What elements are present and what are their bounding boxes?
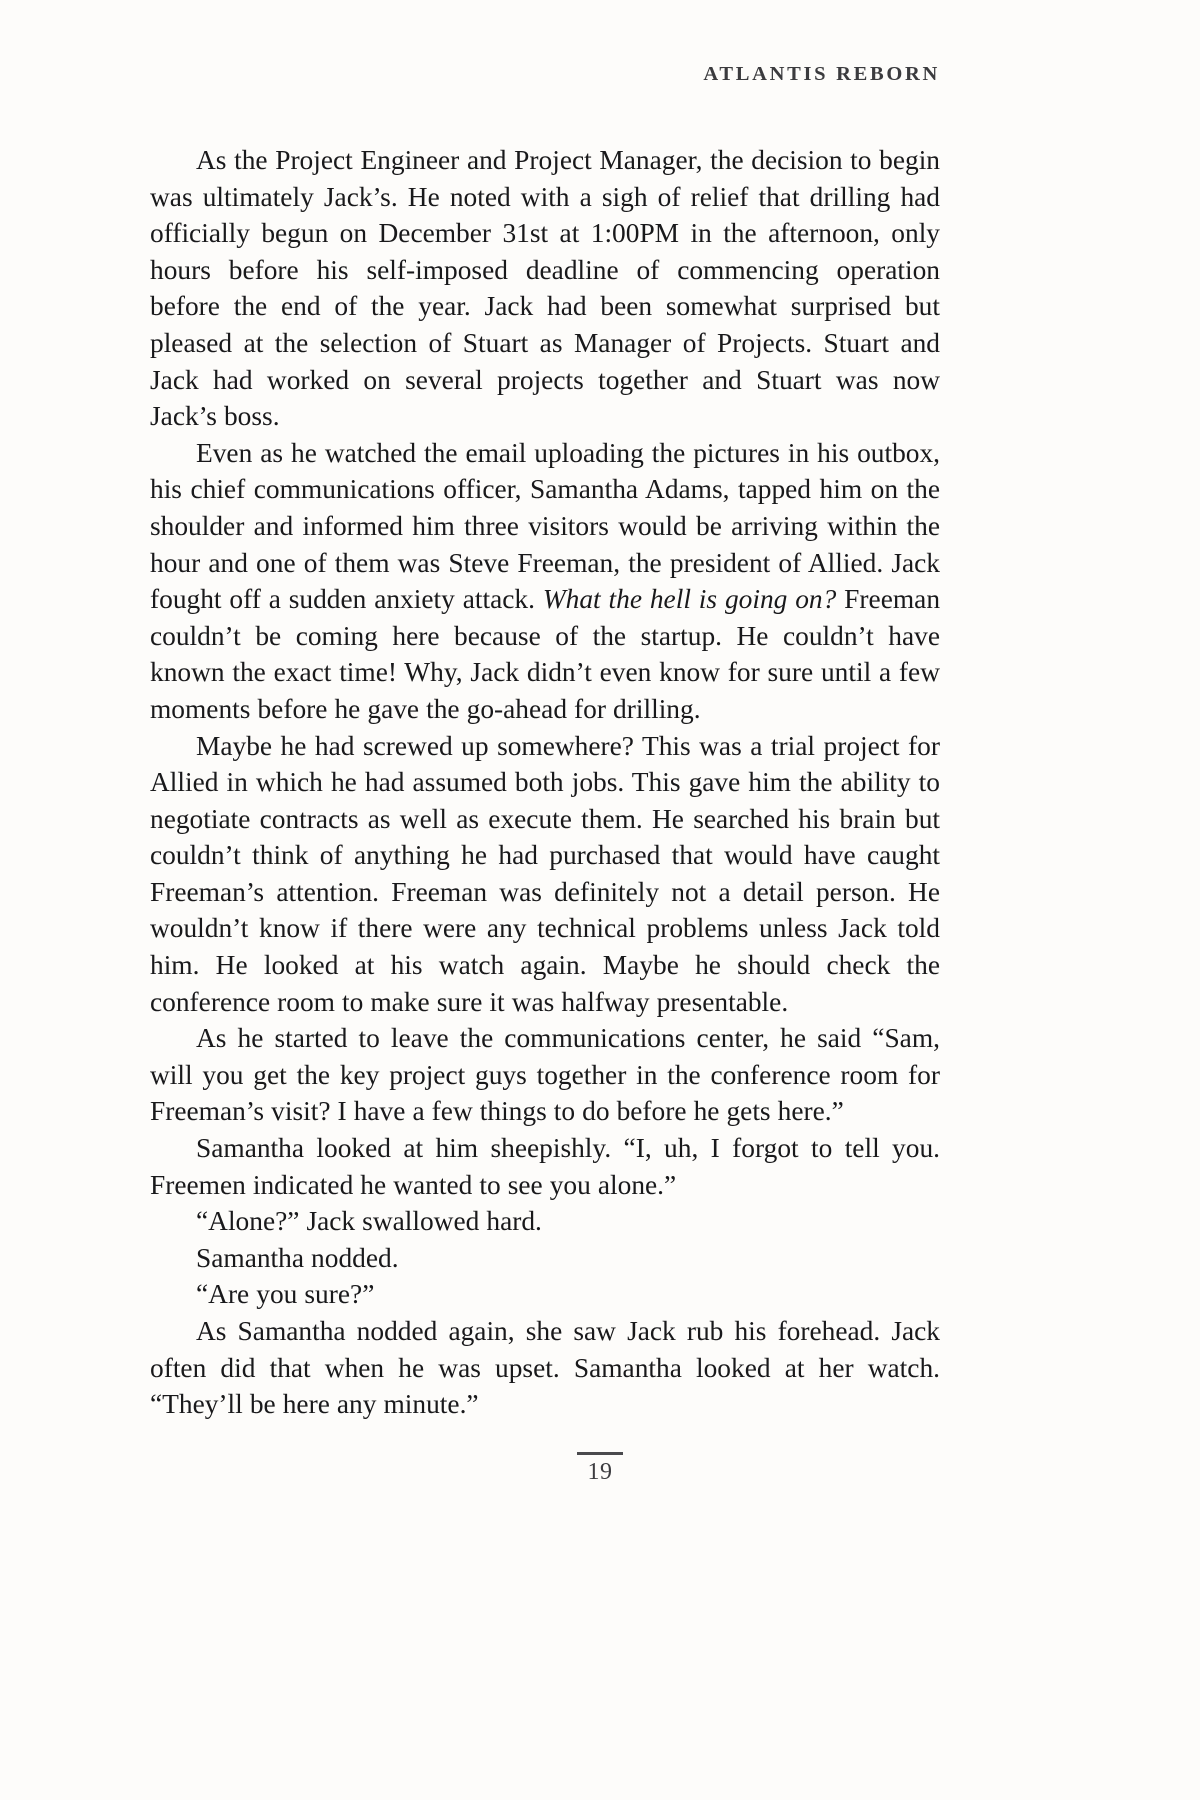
- body-text-block: [150, 142, 940, 1423]
- paragraph-2-part-b: Freeman couldn’t be coming here because of the startup. He couldn’t have known the exact time! Why, Jack didn’t even know for sure until a few moments before he gave the go-ahead for drilling.: [150, 584, 941, 724]
- folio-rule: [577, 1452, 623, 1455]
- page-number: 19: [587, 1459, 613, 1485]
- paragraph-7-samantha-nodded: Samantha nodded.: [196, 1242, 399, 1273]
- paragraph-5: Samantha looked at him sheepishly. “I, uh, I forgot to tell you. Freemen indicated he wanted to see you alone.”: [150, 1133, 940, 1200]
- paragraph-6-dialogue-alone: “Alone?” Jack swallowed hard.: [196, 1206, 542, 1237]
- paragraph-1: As the Project Engineer and Project Manager, the decision to begin was ultimately Jack’s. He noted with a sigh of relief that drilling had officially begun on December 31st at 1:00PM in the afternoon, only hours before his self-imposed deadline of commencing operation before the end of the year. Jack had been somewhat surprised but pleased at the selection of Stuart as Manager of Projects. Stuart and Jack had worked on several projects together and Stuart was now Jack’s boss.: [150, 145, 940, 432]
- paragraph-8-dialogue-are-you-sure: “Are you sure?”: [196, 1279, 375, 1310]
- page-footer: [0, 1452, 1200, 1486]
- paragraph-2-part-a: Even as he watched the email uploading the pictures in his outbox, his chief communications officer, Samantha Adams, tapped him on the shoulder and informed him three visitors would be arriving within the hour and one of them was Steve Freeman, the president of Allied. Jack fought off a sudden anxiety attack.: [150, 437, 940, 615]
- inner-thought-italic: What the hell is going on?: [542, 584, 837, 615]
- paragraph-9: As Samantha nodded again, she saw Jack rub his forehead. Jack often did that when he was upset. Samantha looked at her watch. “They’ll be here any minute.”: [150, 1316, 940, 1420]
- paragraph-3: Maybe he had screwed up somewhere? This was a trial project for Allied in which he had assumed both jobs. This gave him the ability to negotiate contracts as well as execute them. He searched his brain but couldn’t think of anything he had purchased that would have caught Freeman’s attention. Freeman was definitely not a detail person. He wouldn’t know if there were any technical problems unless Jack told him. He looked at his watch again. Maybe he should check the conference room to make sure it was halfway presentable.: [150, 730, 940, 1017]
- running-header-title: ATLANTIS REBORN: [703, 63, 940, 85]
- paragraph-2: [150, 435, 940, 728]
- paragraph-4: As he started to leave the communications center, he said “Sam, will you get the key project guys together in the conference room for Freeman’s visit? I have a few things to do before he gets here.”: [150, 1023, 940, 1127]
